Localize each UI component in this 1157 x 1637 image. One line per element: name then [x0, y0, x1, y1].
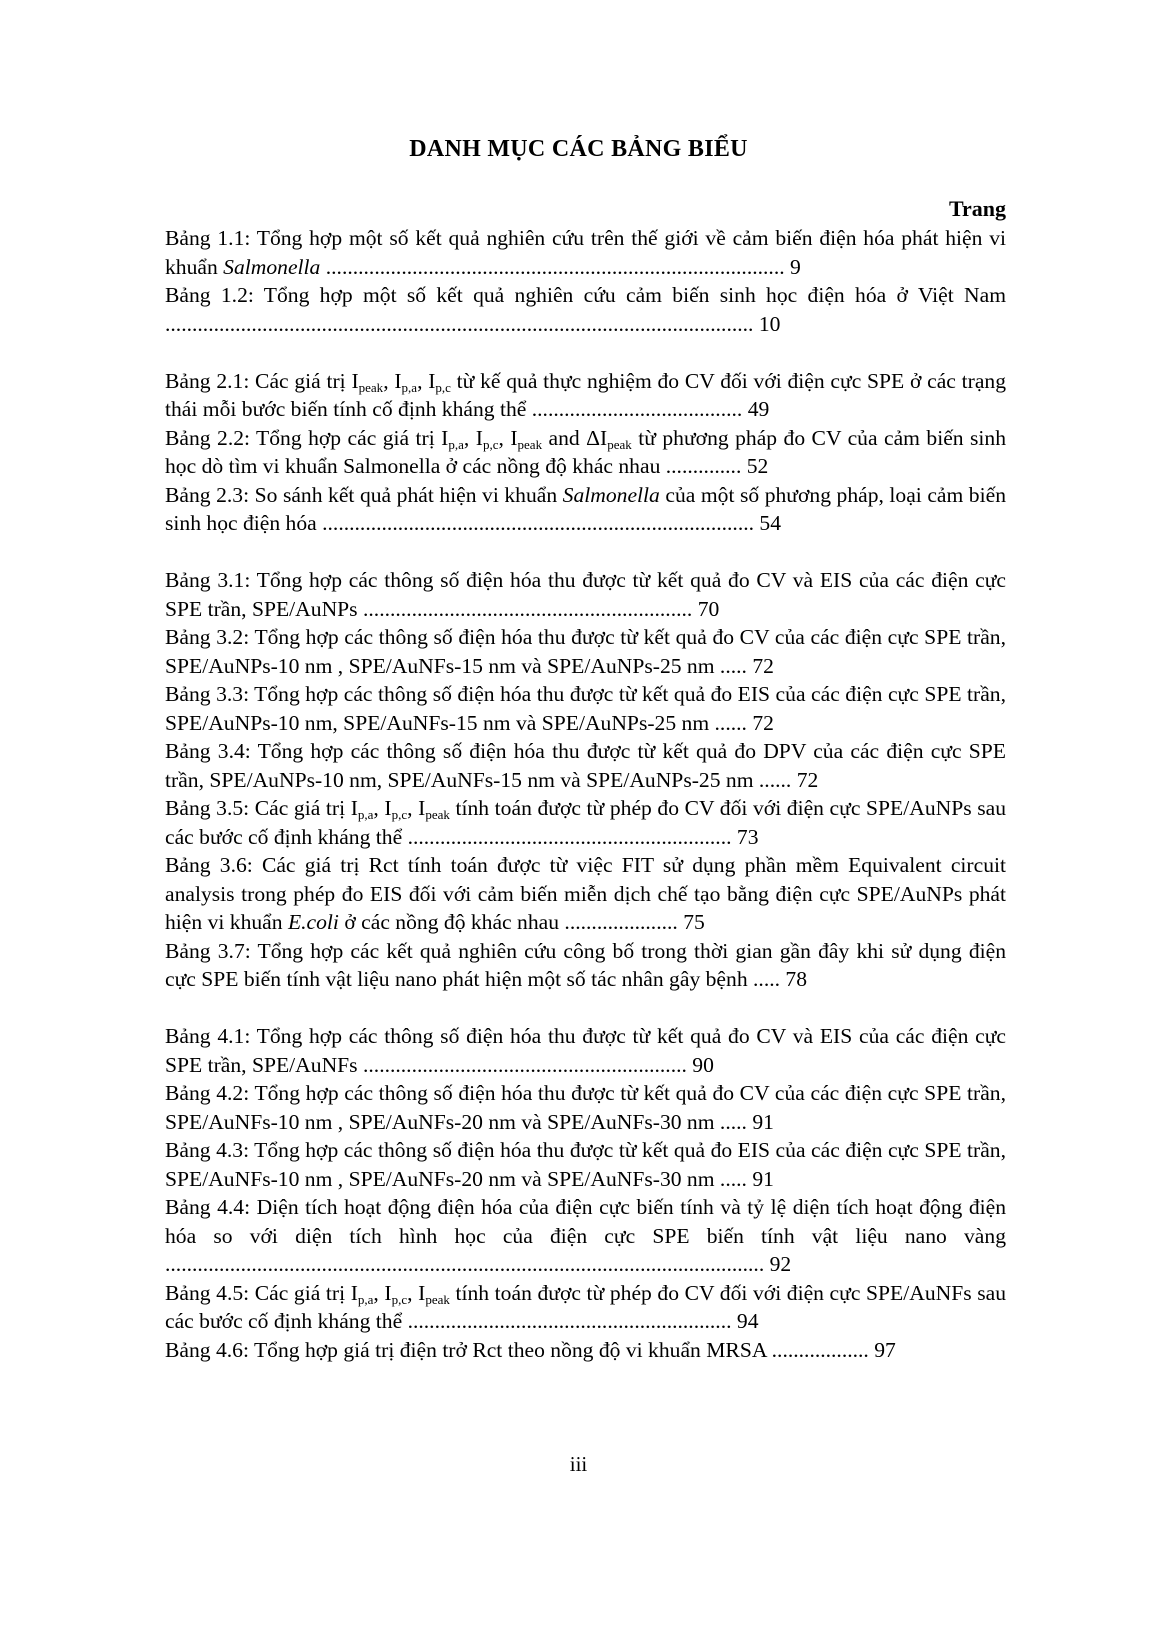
entry-page-number: 90	[692, 1052, 714, 1077]
entry-page-number: 72	[752, 710, 774, 735]
entry-page-number: 70	[697, 596, 720, 621]
table-list	[165, 224, 1006, 1393]
table-entry[interactable]: Bảng 4.3: Tổng hợp các thông số điện hóa thu được từ kết quả đo EIS của các điện cực SPE trần, SPE/AuNFs-10 nm , SPE/AuNFs-20 nm và SPE/AuNFs-30 nm ..... 91	[165, 1138, 1006, 1191]
table-entry[interactable]: Bảng 3.6: Các giá trị Rct tính toán được từ việc FIT sử dụng phần mềm Equivalent circuit analysis trong phép đo EIS đối với cảm biến miễn dịch chế tạo bằng điện cực SPE/AuNPs phát hiện vi khuẩn E.coli ở các nồng độ khác nhau ..................... 75	[165, 853, 1006, 934]
table-entry[interactable]: Bảng 1.2: Tổng hợp một số kết quả nghiên cứu cảm biến sinh học điện hóa ở Việt Nam ............................................................................................................. 10	[165, 283, 1006, 336]
entry-page-number: 10	[758, 311, 781, 336]
entry-page-number: 78	[785, 967, 808, 991]
entry-page-number: 52	[746, 454, 769, 478]
table-entry[interactable]: Bảng 3.5: Các giá trị $I_{p,a}$, $I_{p,c}$, $I_{peak}$ tính toán được từ phép đo CV đối với điện cực SPE/AuNPs sau các bước cố định kháng thể ............................................................ 73	[165, 796, 1007, 849]
table-group	[165, 367, 1006, 538]
table-entry[interactable]: Bảng 1.1: Tổng hợp một số kết quả nghiên cứu trên thế giới về cảm biến điện hóa phát hiện vi khuẩn Salmonella ..................................................................................... 9	[165, 226, 1006, 279]
table-entry[interactable]: Bảng 3.3: Tổng hợp các thông số điện hóa thu được từ kết quả đo EIS của các điện cực SPE trần, SPE/AuNPs-10 nm, SPE/AuNFs-15 nm và SPE/AuNPs-25 nm ...... 72	[165, 682, 1006, 735]
entry-page-number: 9	[790, 254, 801, 279]
entry-page-number: 75	[683, 910, 705, 934]
entry-page-number: 72	[752, 653, 774, 678]
table-entry[interactable]: Bảng 4.5: Các giá trị $I_{p,a}$, $I_{p,c}$, $I_{peak}$ tính toán được từ phép đo CV đối với điện cực SPE/AuNFs sau các bước cố định kháng thể ............................................................ 94	[165, 1280, 1007, 1333]
table-entry[interactable]: Bảng 3.2: Tổng hợp các thông số điện hóa thu được từ kết quả đo CV của các điện cực SPE trần, SPE/AuNPs-10 nm , SPE/AuNFs-15 nm và SPE/AuNPs-25 nm ..... 72	[165, 625, 1006, 678]
entry-page-number: 91	[752, 1109, 774, 1134]
entry-page-number: 97	[874, 1337, 896, 1362]
table-entry[interactable]: Bảng 2.3: So sánh kết quả phát hiện vi khuẩn Salmonella của một số phương pháp, loại cảm biến sinh học điện hóa ................................................................................ 54	[165, 482, 1006, 535]
entry-page-number: 73	[736, 824, 759, 849]
table-entry[interactable]: Bảng 4.1: Tổng hợp các thông số điện hóa thu được từ kết quả đo CV và EIS của các điện cực SPE trần, SPE/AuNFs ............................................................ 90	[165, 1024, 1006, 1077]
table-entry[interactable]: Bảng 3.7: Tổng hợp các kết quả nghiên cứu công bố trong thời gian gần đây khi sử dụng điện cực SPE biến tính vật liệu nano phát hiện một số tác nhân gây bệnh ..... 78	[165, 938, 1006, 991]
entry-page-number: 72	[796, 767, 819, 792]
table-entry[interactable]: Bảng 2.2: Tổng hợp các giá trị $I_{p,a}$, $I_{p,c}$, $I_{peak}$ and $\Delta I_{peak}$ từ phương pháp đo CV của cảm biến sinh học dò tìm vi khuẩn Salmonella ở các nồng độ khác nhau .............. 52	[165, 425, 1007, 478]
table-entry[interactable]: Bảng 4.2: Tổng hợp các thông số điện hóa thu được từ kết quả đo CV của các điện cực SPE trần, SPE/AuNFs-10 nm , SPE/AuNFs-20 nm và SPE/AuNFs-30 nm ..... 91	[165, 1081, 1006, 1134]
table-group	[165, 566, 1006, 994]
table-group	[165, 224, 1006, 338]
page-column-header: Trang	[948, 196, 1006, 221]
page-number: iii	[569, 1452, 588, 1476]
entry-page-number: 49	[747, 397, 770, 421]
table-entry[interactable]: Bảng 3.4: Tổng hợp các thông số điện hóa thu được từ kết quả đo DPV của các điện cực SPE trần, SPE/AuNPs-10 nm, SPE/AuNFs-15 nm và SPE/AuNPs-25 nm ...... 72	[165, 739, 1006, 792]
entry-page-number: 92	[769, 1252, 792, 1276]
table-entry[interactable]: Bảng 4.6: Tổng hợp giá trị điện trở Rct theo nồng độ vi khuẩn MRSA .................. 97	[165, 1337, 896, 1362]
entry-page-number: 91	[752, 1166, 774, 1191]
table-entry[interactable]: Bảng 2.1: Các giá trị $I_{peak}$, $I_{p,a}$, $I_{p,c}$ từ kế quả thực nghiệm đo CV đối với điện cực SPE ở các trạng thái mỗi bước biến tính cố định kháng thể ....................................... 49	[165, 368, 1006, 421]
table-entry[interactable]: Bảng 4.4: Diện tích hoạt động điện hóa của điện cực biến tính và tỷ lệ diện tích hoạt động điện hóa so với diện tích hình học của điện cực SPE biến tính vật liệu nano vàng ............................................................................................................... 92	[165, 1195, 1006, 1276]
table-entry[interactable]: Bảng 3.1: Tổng hợp các thông số điện hóa thu được từ kết quả đo CV và EIS của các điện cực SPE trần, SPE/AuNPs ............................................................. 70	[165, 568, 1006, 621]
table-group	[165, 1022, 1006, 1364]
page-title: DANH MỤC CÁC BẢNG BIỂU	[409, 136, 748, 162]
entry-page-number: 54	[759, 511, 781, 535]
entry-page-number: 94	[736, 1309, 759, 1333]
